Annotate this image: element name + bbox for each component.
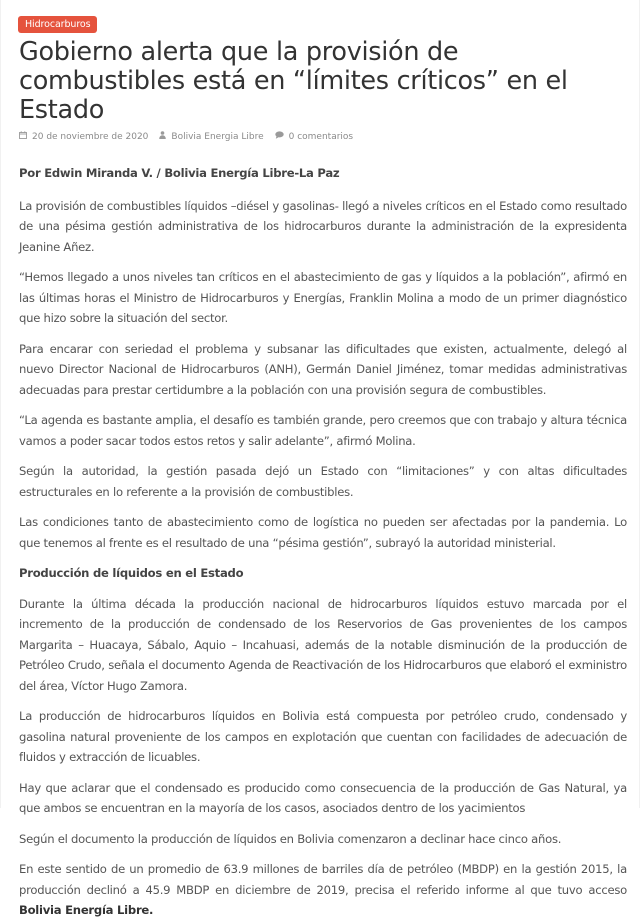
paragraph: Para encarar con seriedad el problema y subsanar las dificultades que existen, actualmente, delegó al nuevo Director Nacional de Hidrocarburos (ANH), Germán Daniel Jiménez, tomar medidas administrativas adecuadas para prestar certidumbre a la población con una provisión segura de combustibles. xyxy=(19,341,627,397)
paragraph: La producción de hidrocarburos líquidos en Bolivia está compuesta por petróleo crudo, condensado y gasolina natural proveniente de los campos en explotación que cuentan con facilidades de adecuación de fluidos y extracción de licuables. xyxy=(19,709,627,764)
paragraph: Durante la última década la producción nacional de hidrocarburos líquidos estuvo marcada por el incremento de la producción de condensado de los Reservorios de Gas provenientes de los campos Margarita – Huacaya, Sábalo, Aquio – Incahuasi, además de la notable disminución de la producción de Petróleo Crudo, señala el documento Agenda de Reactivación de los Hidrocarburos que elaboró el exministro del área, Víctor Hugo Zamora. xyxy=(19,596,627,693)
post-comments[interactable] xyxy=(275,131,354,143)
post-author[interactable] xyxy=(159,131,263,143)
paragraph: Hay que aclarar que el condensado es producido como consecuencia de la producción de Gas Natural, ya que ambos se encuentran en la mayoría de los casos, asociados dentro de los yacimientos xyxy=(19,780,627,815)
paragraph: Según el documento la producción de líquidos en Bolivia comenzaron a declinar hace cinco años. xyxy=(19,831,562,846)
post-content xyxy=(19,163,627,921)
source-name: Bolivia Energía Libre. xyxy=(19,903,154,917)
post-date-link[interactable]: 20 de noviembre de 2020 xyxy=(32,132,149,142)
post-author-link[interactable]: Bolivia Energia Libre xyxy=(171,132,264,142)
paragraph-last-text: En este sentido de un promedio de 63.9 millones de barriles día de petróleo (MBDP) en la gestión 2015, la producción declinó a 45.9 MBDP en diciembre de 2019, precisa el referido informe al que tuvo acceso xyxy=(19,862,627,897)
post-title: Gobierno alerta que la provisión de combustibles está en “límites críticos” en el Estado xyxy=(19,37,568,125)
paragraph: Las condiciones tanto de abastecimiento como de logística no pueden ser afectadas por la pandemia. Lo que tenemos al frente es el resultado de una “pésima gestión”, subrayó la autoridad ministerial. xyxy=(19,515,627,550)
paragraph: “La agenda es bastante amplia, el desafío es también grande, pero creemos que con trabajo y altura técnica vamos a poder sacar todos estos retos y salir adelante”, afirmó Molina. xyxy=(19,413,627,448)
post-date[interactable] xyxy=(19,131,148,143)
section-subheading: Producción de líquidos en el Estado xyxy=(19,566,244,580)
paragraph: “Hemos llegado a unos niveles tan críticos en el abastecimiento de gas y líquidos a la población”, afirmó en las últimas horas el Ministro de Hidrocarburos y Energías, Franklin Molina a modo de un primer diagnóstico que hizo sobre la situación del sector. xyxy=(19,270,627,325)
category-badge[interactable]: Hidrocarburos xyxy=(18,16,97,33)
paragraph-last xyxy=(19,859,627,921)
post-comments-link[interactable]: 0 comentarios xyxy=(288,132,354,142)
calendar-icon xyxy=(19,131,27,143)
user-icon xyxy=(159,131,166,143)
comment-icon xyxy=(275,131,284,143)
paragraph: La provisión de combustibles líquidos –diésel y gasolinas- llegó a niveles críticos en el Estado como resultado de una pésima gestión administrativa de los hidrocarburos durante la administración de la expresidenta Jeanine Añez. xyxy=(19,198,627,254)
paragraph: Según la autoridad, la gestión pasada dejó un Estado con “limitaciones” y con altas dificultades estructurales en lo referente a la provisión de combustibles. xyxy=(19,464,627,499)
post-byline: Por Edwin Miranda V. / Bolivia Energía Libre-La Paz xyxy=(19,166,340,180)
post-meta xyxy=(19,131,627,143)
